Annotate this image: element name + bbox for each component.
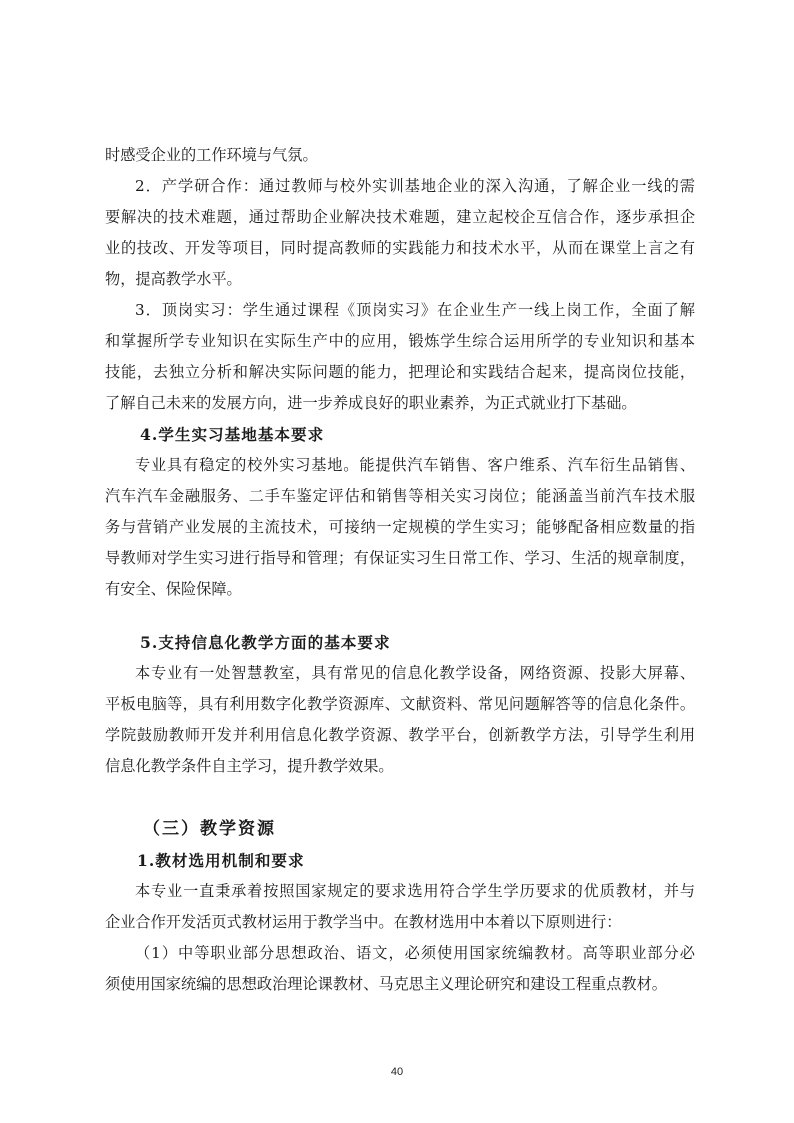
paragraph-line: 了解自己未来的发展方向，进一步养成良好的职业素养，为正式就业打下基础。: [105, 394, 637, 412]
paragraph-line: 信息化教学条件自主学习，提升教学效果。: [105, 757, 394, 775]
paragraph-line: 和掌握所学专业知识在实际生产中的应用，锻炼学生综合运用所学的专业知识和基本: [105, 332, 695, 350]
page-number: 40: [390, 1066, 404, 1078]
paragraph-line: 2．产学研合作：通过教师与校外实训基地企业的深入沟通，了解企业一线的需: [135, 177, 695, 195]
paragraph-line: 时感受企业的工作环境与气氛。: [105, 146, 318, 164]
paragraph-textbook-principle-1: [105, 938, 695, 1000]
paragraph-line: 要解决的技术难题，通过帮助企业解决技术难题，建立起校企互信合作，逐步承担企: [105, 208, 695, 226]
subsection-heading: 5.支持信息化教学方面的基本要求: [140, 633, 391, 652]
paragraph-line: 汽车汽车金融服务、二手车鉴定评估和销售等相关实习岗位；能涵盖当前汽车技术服: [105, 487, 695, 505]
paragraph-line: 学院鼓励教师开发并利用信息化教学资源、教学平台，创新教学方法，引导学生利用: [105, 726, 695, 744]
paragraph-internship-base: [105, 450, 695, 605]
paragraph-line: 企业合作开发活页式教材运用于教学当中。在教材选用中本着以下原则进行：: [105, 913, 622, 931]
paragraph-line: 专业具有稳定的校外实习基地。能提供汽车销售、客户维系、汽车衍生品销售、: [135, 456, 695, 474]
paragraph-internship: [105, 295, 695, 419]
paragraph-line: 有安全、保险保障。: [105, 580, 242, 598]
paragraph-line: 务与营销产业发展的主流技术，可接纳一定规模的学生实习；能够配备相应数量的指: [105, 518, 695, 536]
paragraph-line: 导教师对学生实习进行指导和管理；有保证实习生日常工作、学习、生活的规章制度，: [105, 549, 695, 567]
paragraph-line: 须使用国家统编的思想政治理论课教材、马克思主义理论研究和建设工程重点教材。: [105, 975, 667, 993]
paragraph-line: 3．顶岗实习：学生通过课程《顶岗实习》在企业生产一线上岗工作，全面了解: [135, 301, 695, 319]
subsection-heading: 1.教材选用机制和要求: [137, 851, 305, 870]
paragraph-line: （1）中等职业部分思想政治、语文，必须使用国家统编教材。高等职业部分必: [135, 944, 695, 962]
paragraph-industry-research: [105, 171, 695, 295]
section-heading: （三）教学资源: [143, 819, 276, 839]
paragraph-line: 本专业有一处智慧教室，具有常见的信息化教学设备，网络资源、投影大屏幕、: [135, 664, 695, 682]
paragraph-line: 业的技改、开发等项目，同时提高教师的实践能力和技术水平，从而在课堂上言之有: [105, 239, 695, 257]
document-body: [105, 140, 695, 1000]
subsection-heading: 4.学生实习基地基本要求: [140, 425, 325, 444]
paragraph-line: 物，提高教学水平。: [105, 270, 242, 288]
paragraph-line: 技能，去独立分析和解决实际问题的能力，把理论和实践结合起来，提高岗位技能，: [105, 363, 695, 381]
paragraph-line: 平板电脑等，具有利用数字化教学资源库、文献资料、常见问题解答等的信息化条件。: [105, 695, 695, 713]
paragraph-textbook-selection: [105, 876, 695, 938]
paragraph-informatization: [105, 658, 695, 782]
paragraph-line: 本专业一直秉承着按照国家规定的要求选用符合学生学历要求的优质教材，并与: [135, 882, 695, 900]
